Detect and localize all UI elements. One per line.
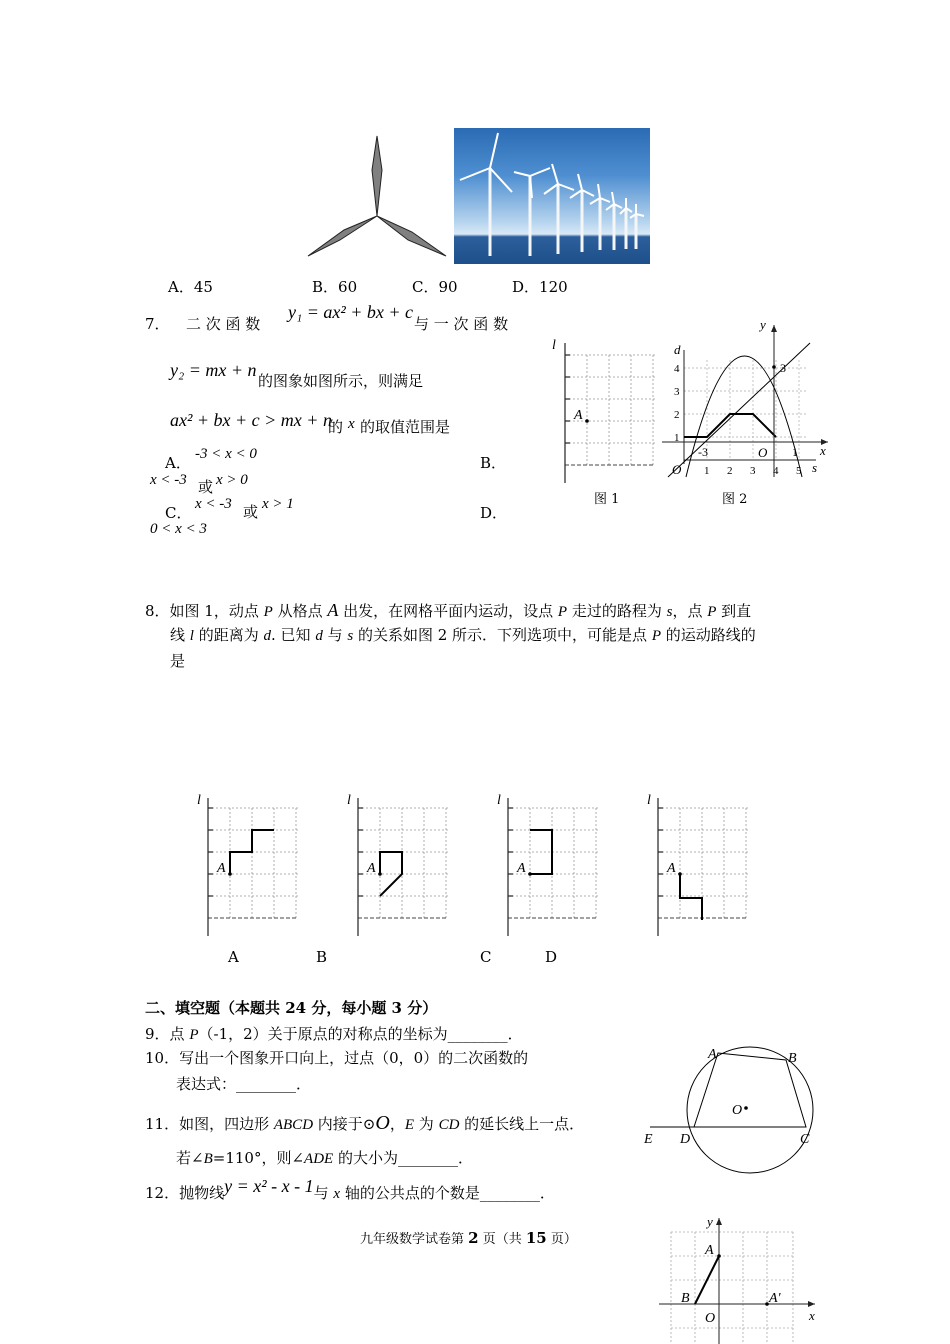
q7-option-c-post: x > 1 — [262, 496, 294, 512]
q7-line2-tail: 的图象如图所示，则满足 — [258, 372, 424, 390]
figure-2-ytick-4: 4 — [674, 363, 680, 375]
q11-label-c: C — [800, 1132, 810, 1147]
q7-function-graph — [660, 315, 840, 480]
q7-y1-formula: y₁ = ax² + bx + c — [288, 302, 414, 322]
q8-line-1: 8．如图 1，动点 P 从格点 A 出发，在网格平面内运动，设点 P 走过的路程为 s，点 P 到直 — [145, 600, 752, 620]
q8-choice-b: B — [316, 948, 328, 966]
figure-2-xtick-2: 2 — [727, 465, 733, 477]
q8-line-3: 是 — [170, 652, 186, 670]
q8-choice-d: D — [545, 948, 558, 966]
bottom-coordinate-grid — [655, 1210, 825, 1344]
q7-option-c-pre: x < -3 — [195, 496, 232, 512]
q11-label-a: A — [708, 1047, 717, 1062]
figure-2-origin: O — [672, 462, 682, 477]
figure-2-xtick-1: 1 — [704, 465, 710, 477]
q6-option-c: C．90 — [412, 278, 458, 296]
wind-turbine-photo — [454, 128, 650, 264]
q8-grid-c — [495, 790, 605, 940]
q8-grid-d — [645, 790, 755, 940]
q7-option-c-label: C． — [165, 504, 192, 522]
q7-graph-three: 3 — [780, 361, 786, 375]
q7-graph-origin: O — [758, 445, 768, 460]
q8-grid-b-l: l — [347, 793, 351, 808]
q7-line3-var: x — [348, 416, 355, 432]
q6-option-d: D．120 — [512, 278, 568, 296]
grid2-y-label: y — [707, 1214, 713, 1229]
figure-1-l-label: l — [552, 338, 556, 353]
grid2-a-label: A — [705, 1243, 714, 1258]
q7-inequality: ax² + bx + c > mx + n — [170, 410, 332, 430]
q7-option-b-pre: x < -3 — [150, 472, 187, 488]
q9: 9．点 P（-1，2）关于原点的对称点的坐标为________． — [145, 1025, 523, 1043]
q11-line-1: 11．如图，四边形 ABCD 内接于⊙O，E 为 CD 的延长线上一点． — [145, 1112, 585, 1134]
section-2-heading: 二、填空题（本题共 24 分，每小题 3 分） — [145, 999, 438, 1017]
figure-2-ytick-3: 3 — [674, 386, 680, 398]
figure-1-grid — [550, 335, 660, 505]
q8-grid-a-point: A — [217, 861, 226, 876]
q11-label-o: O — [732, 1103, 743, 1118]
q7-graph-y-label: y — [760, 317, 766, 332]
windmill-blade-diagram — [300, 130, 455, 260]
q7-graph-one: 1 — [792, 445, 798, 459]
figure-2-xtick-4: 4 — [773, 465, 779, 477]
grid2-o-label: O — [705, 1311, 716, 1326]
grid2-aprime-label: A′ — [769, 1291, 781, 1306]
q11-label-d: D — [680, 1132, 691, 1147]
q11-line-2: 若∠B=110°，则∠ADE 的大小为________． — [176, 1149, 473, 1167]
q7-with: 与 一 次 函 数 — [414, 315, 509, 333]
q11-label-b: B — [788, 1051, 797, 1066]
q7-graph-x-label: x — [820, 443, 826, 458]
q8-choice-a: A — [228, 948, 239, 966]
grid2-b-label: B — [681, 1291, 690, 1306]
q10-line-2: 表达式：________． — [176, 1075, 312, 1093]
q8-grid-c-l: l — [497, 793, 501, 808]
q11-label-e: E — [644, 1132, 653, 1147]
figure-2-ytick-1: 1 — [674, 432, 680, 444]
figure-1-caption: 图 1 — [594, 492, 620, 507]
q7-y2-formula: y₂ = mx + n — [170, 360, 257, 380]
q7-option-a: -3 < x < 0 — [195, 446, 257, 462]
q7-option-a-label: A． — [165, 454, 191, 472]
q8-grid-b-point: A — [367, 861, 376, 876]
q12: 12．抛物线y = x² - x - 1与 x 轴的公共点的个数是________． — [145, 1176, 555, 1202]
grid2-x-label: x — [809, 1308, 815, 1323]
q8-grid-a-l: l — [197, 793, 201, 808]
q7-option-b-label: B． — [480, 454, 507, 472]
q8-grid-b — [345, 790, 455, 940]
q7-line3-tail-b: 的取值范围是 — [360, 418, 451, 436]
q8-choice-c: C — [480, 948, 492, 966]
q10-line-1: 10．写出一个图象开口向上，过点（0，0）的二次函数的 — [145, 1049, 529, 1067]
q7-option-c-or: 或 — [243, 503, 259, 521]
figure-2-s-label: s — [812, 460, 818, 475]
q11-circle-figure — [640, 1040, 820, 1180]
page-footer: 九年级数学试卷第 2 页（共 15 页） — [360, 1229, 577, 1247]
q6-option-a: A．45 — [168, 278, 213, 296]
figure-2-xtick-3: 3 — [750, 465, 756, 477]
q8-grid-c-point: A — [517, 861, 526, 876]
figure-1-a-label: A — [574, 408, 583, 423]
figure-2-xtick-5: 5 — [796, 465, 802, 477]
figure-2-ytick-2: 2 — [674, 409, 680, 421]
q7-option-d: 0 < x < 3 — [150, 521, 207, 537]
q7-line3-tail-a: 的 — [328, 418, 344, 436]
q7-option-b-or: 或 — [198, 478, 214, 496]
figure-2-d-label: d — [674, 342, 681, 357]
q8-grid-d-l: l — [647, 793, 651, 808]
q8-grid-a — [195, 790, 305, 940]
q7-graph-neg3: -3 — [698, 445, 708, 459]
q8-grid-d-point: A — [667, 861, 676, 876]
q8-line-2: 线 l 的距离为 d. 已知 d 与 s 的关系如图 2 所示．下列选项中，可能是点 P 的运动路线的 — [170, 626, 756, 644]
q7-option-d-label: D． — [480, 504, 508, 522]
q7-option-b-post: x > 0 — [216, 472, 248, 488]
q6-option-b: B．60 — [312, 278, 358, 296]
q7-number: 7． — [145, 315, 170, 333]
q7-lead: 二 次 函 数 — [186, 315, 261, 333]
figure-2-caption: 图 2 — [722, 492, 748, 507]
